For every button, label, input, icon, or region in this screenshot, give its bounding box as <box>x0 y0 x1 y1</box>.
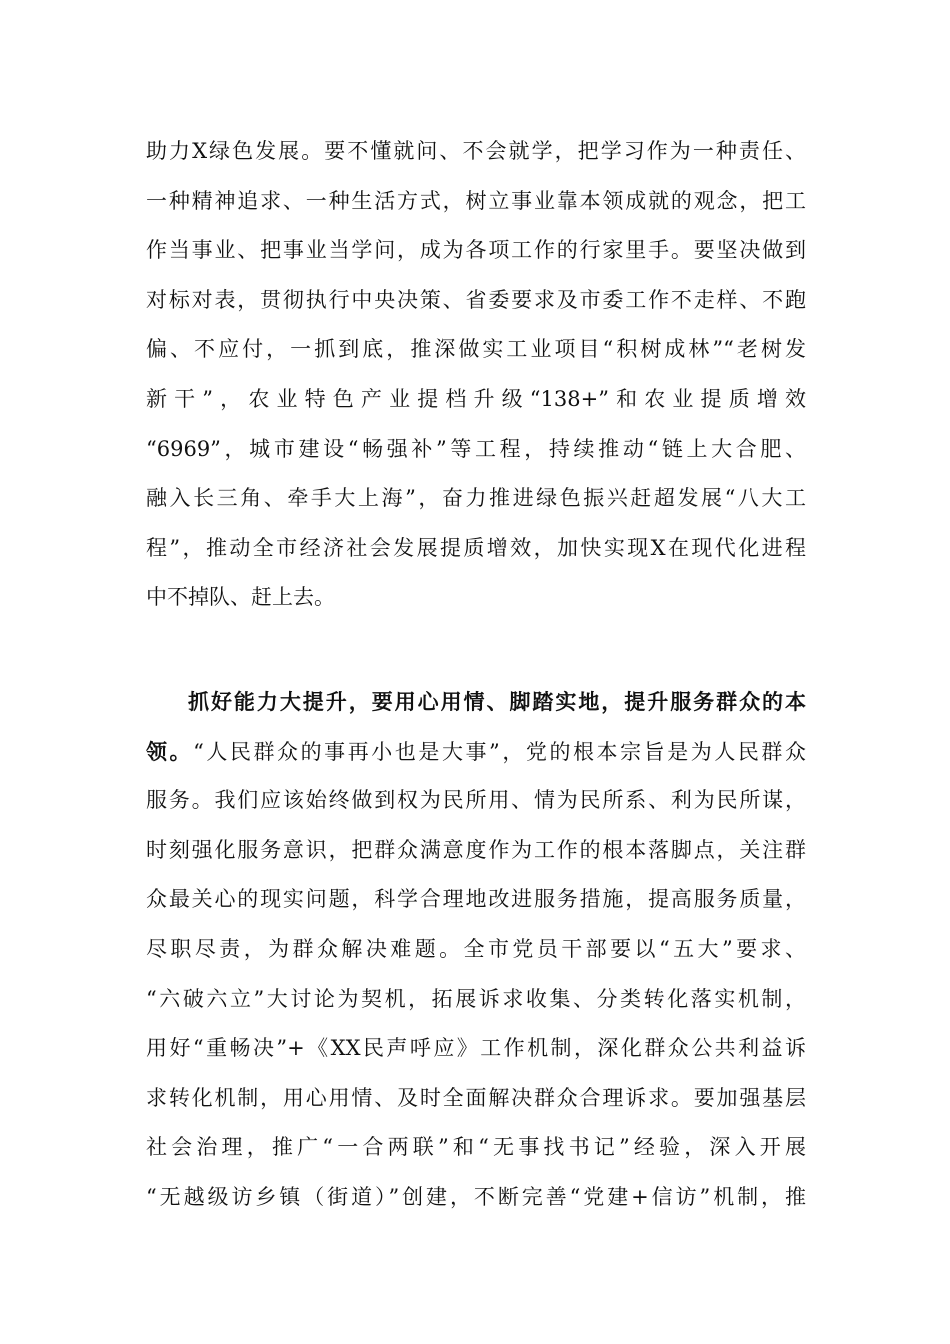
text-line: 众最关心的现实问题，科学合理地改进服务措施，提高服务质量， <box>146 887 806 912</box>
text-line: 时刻强化服务意识，把群众满意度作为工作的根本落脚点，关注群 <box>146 837 806 862</box>
text-line: 融入长三角、牵手大上海”，奋力推进绿色振兴赶超发展“八大工 <box>146 486 806 511</box>
text-line: “无越级访乡镇（街道）”创建，不断完善“党建+信访”机制，推 <box>146 1184 806 1209</box>
text-line: 新干”，农业特色产业提档升级“138+”和农业提质增效 <box>146 386 806 411</box>
text-line: 作当事业、把事业当学问，成为各项工作的行家里手。要坚决做到 <box>146 238 806 263</box>
text-line: 助力X绿色发展。要不懂就问、不会就学，把学习作为一种责任、 <box>146 139 806 163</box>
text-line: 偏、不应付，一抓到底，推深做实工业项目“积树成林”“老树发 <box>146 337 806 362</box>
text-span: “人民群众的事再小也是大事”，党的根本宗旨是为人民群众 <box>193 739 806 764</box>
text-line: 用好“重畅决”+《XX民声呼应》工作机制，深化群众公共利益诉 <box>146 1036 806 1061</box>
text-line: 中不掉队、赶上去。 <box>146 585 335 610</box>
bold-heading-tail: 领。 <box>146 738 194 764</box>
text-line: 社会治理，推广“一合两联”和“无事找书记”经验，深入开展 <box>146 1135 806 1160</box>
text-line: 对标对表，贯彻执行中央决策、省委要求及市委工作不走样、不跑 <box>146 287 806 312</box>
paragraph-continued <box>146 127 806 623</box>
text-line: “六破六立”大讨论为契机，拓展诉求收集、分类转化落实机制， <box>146 986 806 1011</box>
text-line: 尽职尽责，为群众解决难题。全市党员干部要以“五大”要求、 <box>146 936 806 961</box>
text-line: 程”，推动全市经济社会发展提质增效，加快实现X在现代化进程 <box>146 535 806 560</box>
text-line: “6969”，城市建设“畅强补”等工程，持续推动“链上大合肥、 <box>146 436 806 461</box>
paragraph-ability-improvement <box>146 677 806 1223</box>
text-line: 服务。我们应该始终做到权为民所用、情为民所系、利为民所谋， <box>146 788 806 813</box>
text-line-mixed <box>146 727 806 777</box>
text-line: 一种精神追求、一种生活方式，树立事业靠本领成就的观念，把工 <box>146 188 806 213</box>
text-line: 求转化机制，用心用情、及时全面解决群众合理诉求。要加强基层 <box>146 1085 806 1110</box>
bold-heading-line: 抓好能力大提升，要用心用情、脚踏实地，提升服务群众的本 <box>188 689 806 714</box>
